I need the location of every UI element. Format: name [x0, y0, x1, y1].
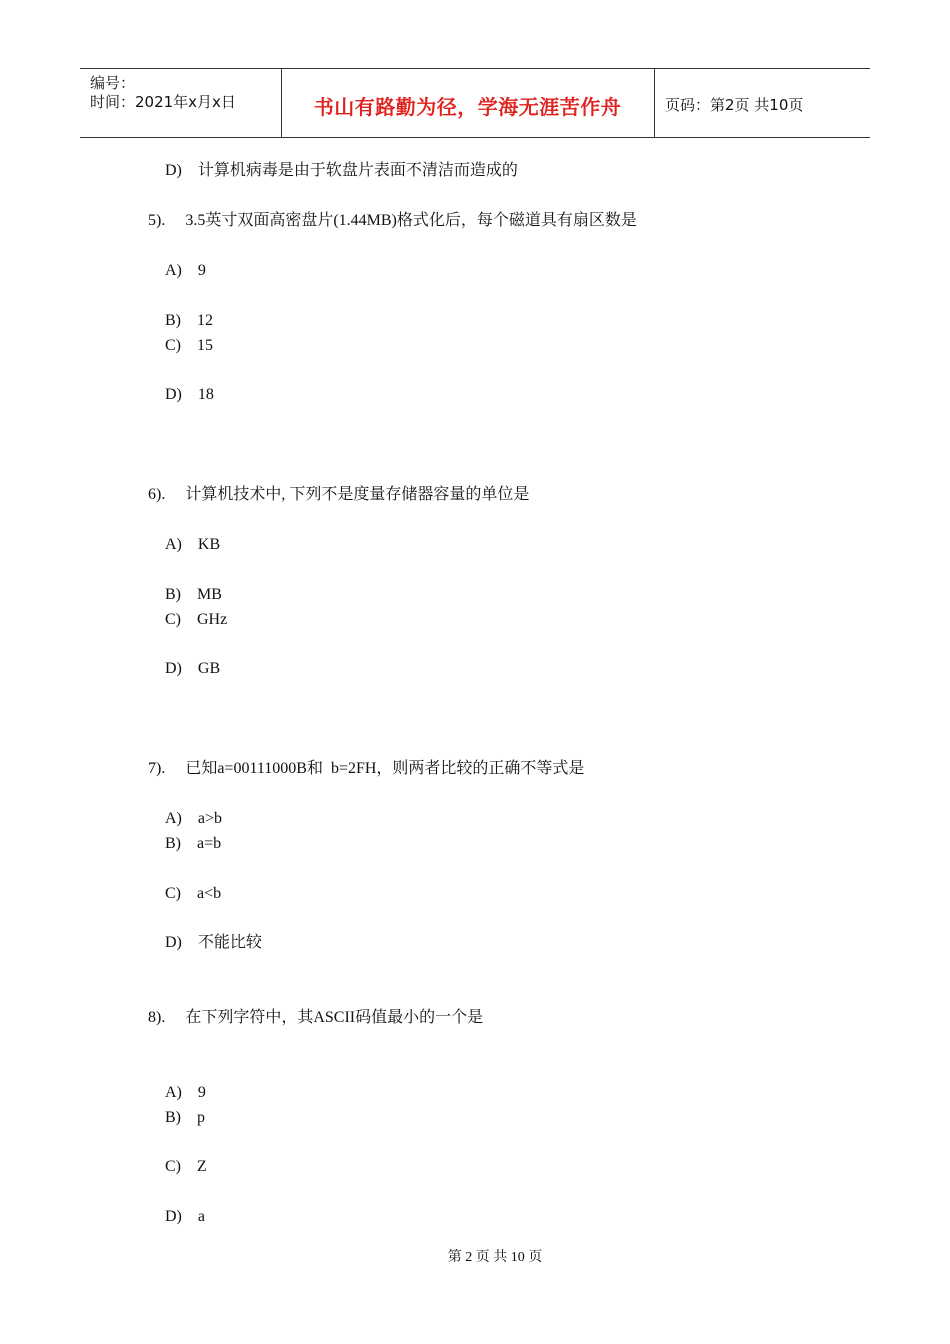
motto-text: 书山有路勤为径，学海无涯苦作舟	[313, 95, 622, 119]
header-meta-cell	[80, 69, 282, 137]
q5-option-b: B) 12	[165, 312, 213, 329]
q7-option-b: B) a=b	[165, 835, 222, 852]
page-header	[80, 68, 870, 138]
question-6-stem: 6). 计算机技术中, 下列不是度量存储器容量的单位是	[148, 486, 530, 503]
header-motto-cell	[281, 69, 655, 137]
page-code: 页码：第2页 共10页	[665, 96, 804, 114]
q5-option-c: C) 15	[165, 337, 213, 354]
q6-option-b: B) MB	[165, 586, 222, 603]
number-label: 编号：	[90, 74, 136, 92]
q7-option-c: C) a<b	[165, 885, 222, 902]
question-7-stem: 7). 已知a=00111000B和 b=2FH，则两者比较的正确不等式是	[148, 760, 585, 777]
question-5-stem: 5). 3.5英寸双面高密盘片(1.44MB)格式化后，每个磁道具有扇区数是	[148, 212, 637, 229]
q7-option-a: A) a>b	[165, 810, 223, 827]
q7-option-d: D) 不能比较	[165, 934, 262, 951]
q8-option-b: B) p	[165, 1109, 205, 1126]
q6-option-a: A) KB	[165, 536, 221, 553]
q6-option-c: C) GHz	[165, 611, 228, 628]
time-label: 时间：2021年x月x日	[90, 93, 236, 111]
q4-option-d: D) 计算机病毒是由于软盘片表面不清洁而造成的	[165, 162, 518, 179]
q8-option-c: C) Z	[165, 1158, 207, 1175]
header-page-cell	[655, 69, 870, 137]
q8-option-a: A) 9	[165, 1084, 206, 1101]
q8-option-d: D) a	[165, 1208, 205, 1225]
question-8-stem: 8). 在下列字符中，其ASCII码值最小的一个是	[148, 1009, 484, 1026]
q5-option-d: D) 18	[165, 386, 214, 403]
q5-option-a: A) 9	[165, 262, 206, 279]
page-footer: 第 2 页 共 10 页	[447, 1250, 543, 1265]
q6-option-d: D) GB	[165, 660, 221, 677]
